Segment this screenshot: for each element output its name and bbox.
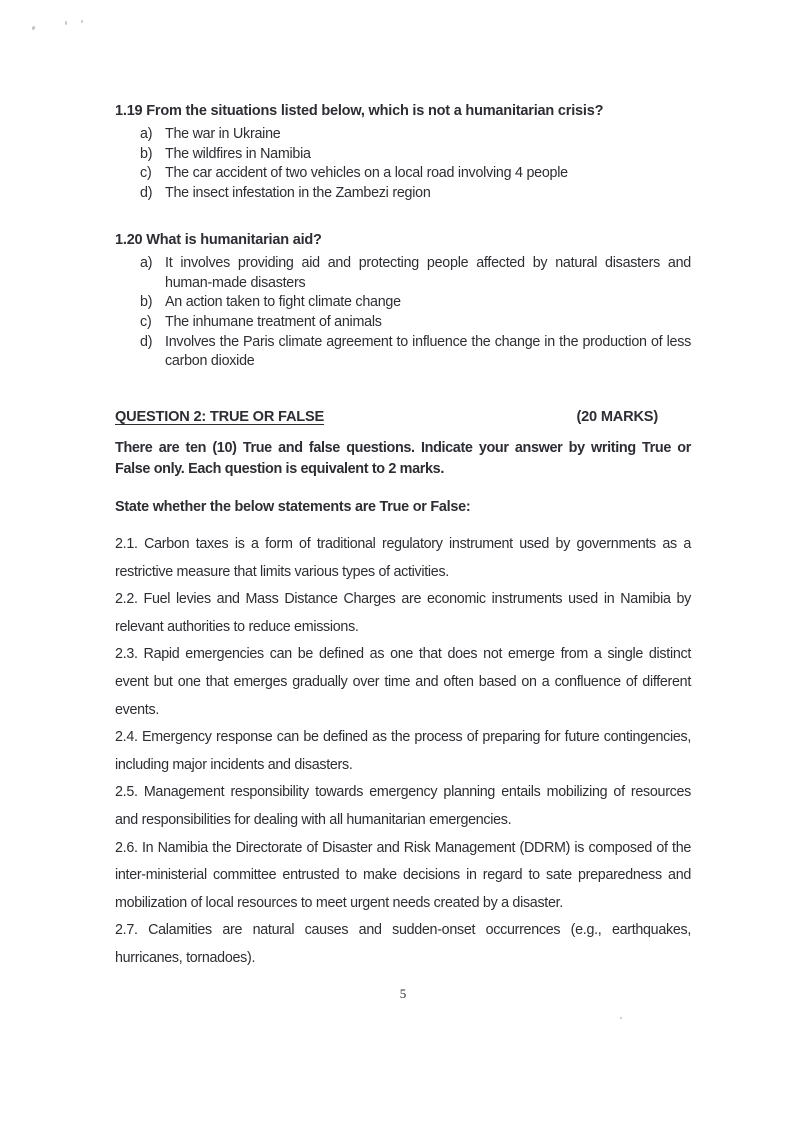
option-text: An action taken to fight climate change — [165, 294, 401, 311]
scan-speck — [65, 21, 67, 25]
question-2-section — [115, 409, 691, 973]
option-letter: c) — [140, 165, 152, 182]
question-2-subheading: State whether the below statements are True or False: — [115, 499, 471, 516]
page-number: 5 — [399, 985, 407, 1001]
statement: 2.5. Management responsibility towards emergency planning entails mobilizing of resources and responsibilities for dealing with all humanitarian emergencies. — [115, 784, 691, 828]
page-content — [115, 0, 691, 1002]
option-text: The wildfires in Namibia — [165, 145, 311, 162]
option-row — [115, 333, 691, 372]
option-row — [115, 313, 691, 333]
question-1-19 — [115, 0, 691, 204]
question-2-marks: (20 MARKS) — [576, 409, 658, 426]
statement: 2.7. Calamities are natural causes and sudden-onset occurrences (e.g., earthquakes, hurricanes, tornadoes). — [115, 922, 691, 966]
question-1-20-header: 1.20 What is humanitarian aid? — [115, 231, 322, 248]
statement: 2.2. Fuel levies and Mass Distance Charges are economic instruments used in Namibia by relevant authorities to reduce emissions. — [115, 591, 691, 635]
option-row — [115, 125, 691, 145]
question-2-header — [115, 409, 691, 425]
option-text: The insect infestation in the Zambezi region — [165, 185, 431, 202]
option-text: The war in Ukraine — [165, 126, 281, 142]
question-1-19-header: 1.19 From the situations listed below, which is not a humanitarian crisis? — [115, 103, 604, 119]
option-text: Involves the Paris climate agreement to influence the change in the production of less carbon dioxide — [165, 333, 691, 370]
question-1-19-options — [115, 125, 691, 204]
scan-speck — [81, 20, 83, 23]
option-text: It involves providing aid and protecting people affected by natural disasters and human-made disasters — [165, 254, 691, 291]
option-letter: c) — [140, 313, 152, 330]
option-row — [115, 254, 691, 293]
true-false-statements — [115, 531, 691, 973]
option-text: The car accident of two vehicles on a local road involving 4 people — [165, 165, 568, 182]
question-1-20-options — [115, 254, 691, 372]
question-1-20 — [115, 231, 691, 372]
question-2-title: QUESTION 2: TRUE OR FALSE — [115, 409, 325, 426]
option-letter: d) — [140, 185, 153, 202]
option-letter: b) — [140, 294, 153, 311]
statement: 2.1. Carbon taxes is a form of traditional regulatory instrument used by governments as a restrictive measure that limits various types of activities. — [115, 536, 691, 580]
option-letter: b) — [140, 145, 153, 162]
scan-speck — [620, 1017, 622, 1019]
option-letter: a) — [140, 254, 153, 271]
scan-speck — [31, 26, 35, 31]
option-row — [115, 164, 691, 184]
option-letter: a) — [140, 126, 153, 142]
statement: 2.6. In Namibia the Directorate of Disaster and Risk Management (DDRM) is composed of the inter-ministerial committee entrusted to make decisions in regard to sate preparedness and mobilization of local resources to meet urgent needs created by a disaster. — [115, 839, 691, 911]
option-row — [115, 293, 691, 313]
option-text: The inhumane treatment of animals — [165, 313, 382, 330]
option-letter: d) — [140, 333, 153, 350]
option-row — [115, 145, 691, 165]
option-row — [115, 184, 691, 204]
statement: 2.4. Emergency response can be defined as the process of preparing for future contingencies, including major incidents and disasters. — [115, 729, 691, 773]
question-2-instructions: There are ten (10) True and false questions. Indicate your answer by writing True or False only. Each question is equivalent to 2 marks. — [115, 440, 691, 478]
statement: 2.3. Rapid emergencies can be defined as one that does not emerge from a single distinct event but one that emerges gradually over time and often based on a confluence of different events. — [115, 646, 691, 718]
